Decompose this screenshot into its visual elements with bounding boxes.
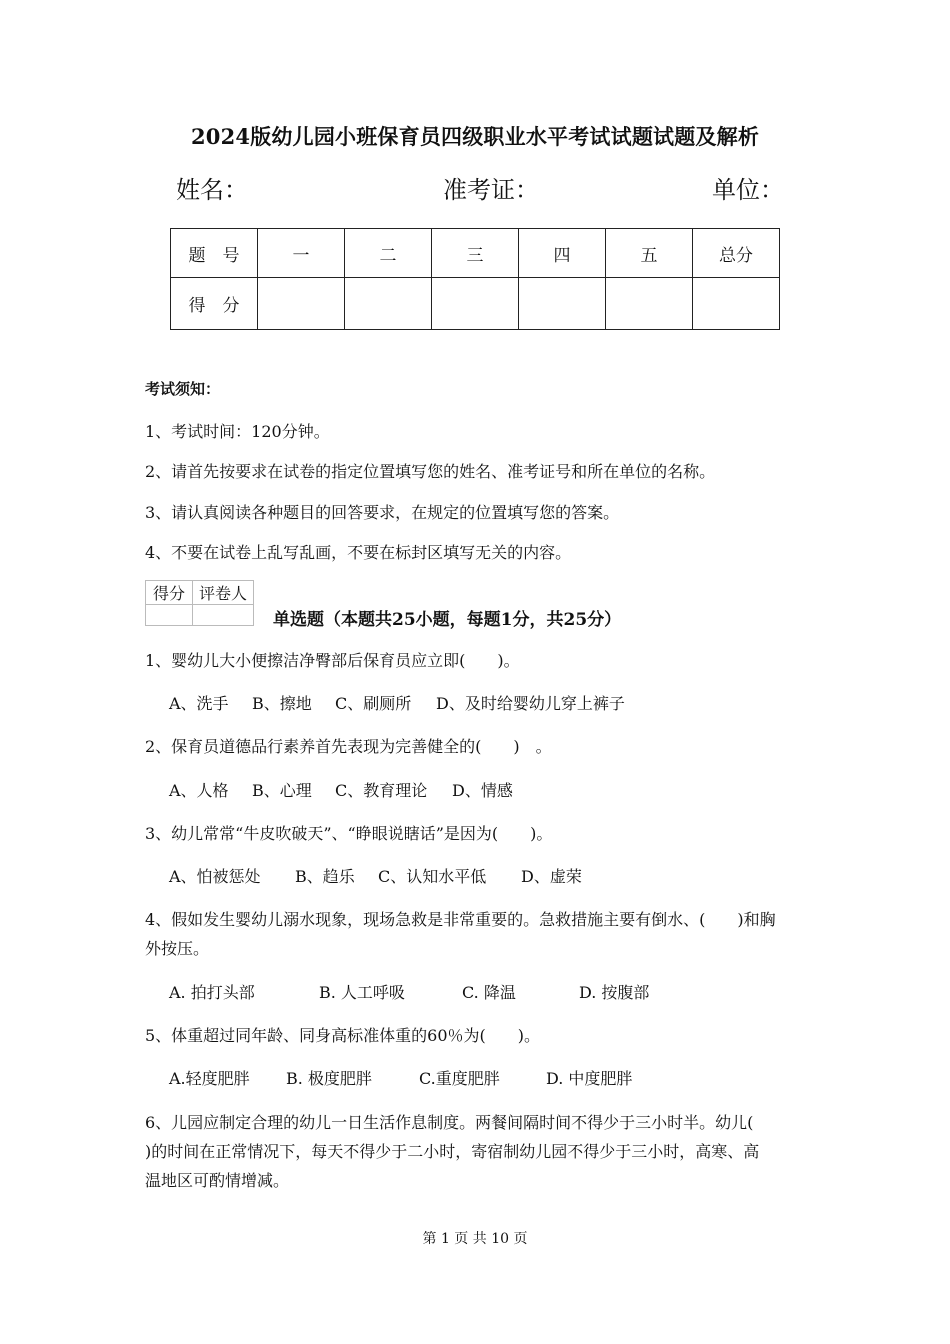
question-stem-continued: 外按压。	[145, 939, 210, 958]
score-table-cell: 五	[606, 229, 693, 278]
question-stem: 4、假如发生婴幼儿溺水现象，现场急救是非常重要的。急救措施主要有倒水、( )和胸	[145, 910, 776, 929]
exam-id-field-label: 准考证：	[443, 176, 539, 204]
answer-option[interactable]: D、虚荣	[521, 867, 582, 886]
section-title: 单选题（本题共25小题，每题1分，共25分）	[273, 610, 622, 630]
score-table-cell: 三	[432, 229, 519, 278]
answer-option[interactable]: D. 中度肥胖	[546, 1069, 633, 1088]
answer-option[interactable]: C. 降温	[462, 983, 516, 1002]
answer-option[interactable]: B. 人工呼吸	[319, 983, 405, 1002]
score-table-cell: 得 分	[171, 278, 258, 330]
question-stem-continued: )的时间在正常情况下，每天不得少于二小时，寄宿制幼儿园不得少于三小时，高寒、高	[145, 1142, 760, 1161]
notice-item: 1、考试时间：120分钟。	[145, 422, 330, 441]
notice-item: 3、请认真阅读各种题目的回答要求，在规定的位置填写您的答案。	[145, 503, 620, 522]
grader-reviewer-cell[interactable]	[193, 605, 254, 626]
question-stem: 5、体重超过同年龄、同身高标准体重的60％为( )。	[145, 1026, 541, 1045]
answer-option[interactable]: D、情感	[452, 781, 513, 800]
score-table-score-row	[171, 278, 780, 330]
score-table-cell: 四	[519, 229, 606, 278]
answer-option[interactable]: A. 拍打头部	[169, 983, 255, 1002]
grader-table	[145, 580, 254, 626]
answer-option[interactable]: B、趋乐	[295, 867, 355, 886]
answer-option[interactable]: C、教育理论	[335, 781, 428, 800]
question-stem-continued: 温地区可酌情增减。	[145, 1171, 290, 1190]
question-stem: 2、保育员道德品行素养首先表现为完善健全的( ) 。	[145, 737, 552, 756]
question-stem: 6、儿园应制定合理的幼儿一日生活作息制度。两餐间隔时间不得少于三小时半。幼儿(	[145, 1113, 754, 1132]
page-footer: 第 1 页 共 10 页	[422, 1231, 528, 1247]
score-input-cell[interactable]	[519, 278, 606, 330]
score-table-cell: 一	[258, 229, 345, 278]
answer-option[interactable]: A、怕被惩处	[169, 867, 261, 886]
grader-reviewer-label: 评卷人	[193, 581, 254, 605]
notice-item: 2、请首先按要求在试卷的指定位置填写您的姓名、准考证号和所在单位的名称。	[145, 462, 716, 481]
answer-option[interactable]: D. 按腹部	[579, 983, 650, 1002]
question-stem: 1、婴幼儿大小便擦洁净臀部后保育员应立即( )。	[145, 651, 520, 670]
notice-item: 4、不要在试卷上乱写乱画，不要在标封区填写无关的内容。	[145, 543, 572, 562]
answer-option[interactable]: B、擦地	[252, 694, 312, 713]
score-input-cell[interactable]	[345, 278, 432, 330]
score-input-cell[interactable]	[606, 278, 693, 330]
answer-option[interactable]: B. 极度肥胖	[286, 1069, 372, 1088]
score-table-cell: 二	[345, 229, 432, 278]
name-field-label: 姓名：	[176, 176, 248, 204]
question-stem: 3、幼儿常常“牛皮吹破天”、“睁眼说瞎话”是因为( )。	[145, 824, 553, 843]
score-input-cell[interactable]	[258, 278, 345, 330]
answer-option[interactable]: A、洗手	[169, 694, 229, 713]
answer-option[interactable]: D、及时给婴幼儿穿上裤子	[436, 694, 625, 713]
answer-option[interactable]: A、人格	[169, 781, 229, 800]
score-table-cell: 总分	[693, 229, 780, 278]
answer-option[interactable]: C、认知水平低	[378, 867, 487, 886]
answer-option[interactable]: B、心理	[252, 781, 312, 800]
document-title: 2024版幼儿园小班保育员四级职业水平考试试题试题及解析	[190, 124, 760, 149]
score-table	[170, 228, 780, 330]
answer-option[interactable]: C、刷厕所	[335, 694, 412, 713]
score-table-header-row	[171, 229, 780, 278]
score-input-cell[interactable]	[693, 278, 780, 330]
unit-field-label: 单位：	[712, 176, 784, 204]
grader-score-label: 得分	[146, 581, 193, 605]
answer-option[interactable]: C.重度肥胖	[419, 1069, 500, 1088]
grader-score-cell[interactable]	[146, 605, 193, 626]
score-table-cell: 题 号	[171, 229, 258, 278]
score-input-cell[interactable]	[432, 278, 519, 330]
notice-title: 考试须知：	[145, 380, 221, 398]
answer-option[interactable]: A.轻度肥胖	[169, 1069, 250, 1088]
